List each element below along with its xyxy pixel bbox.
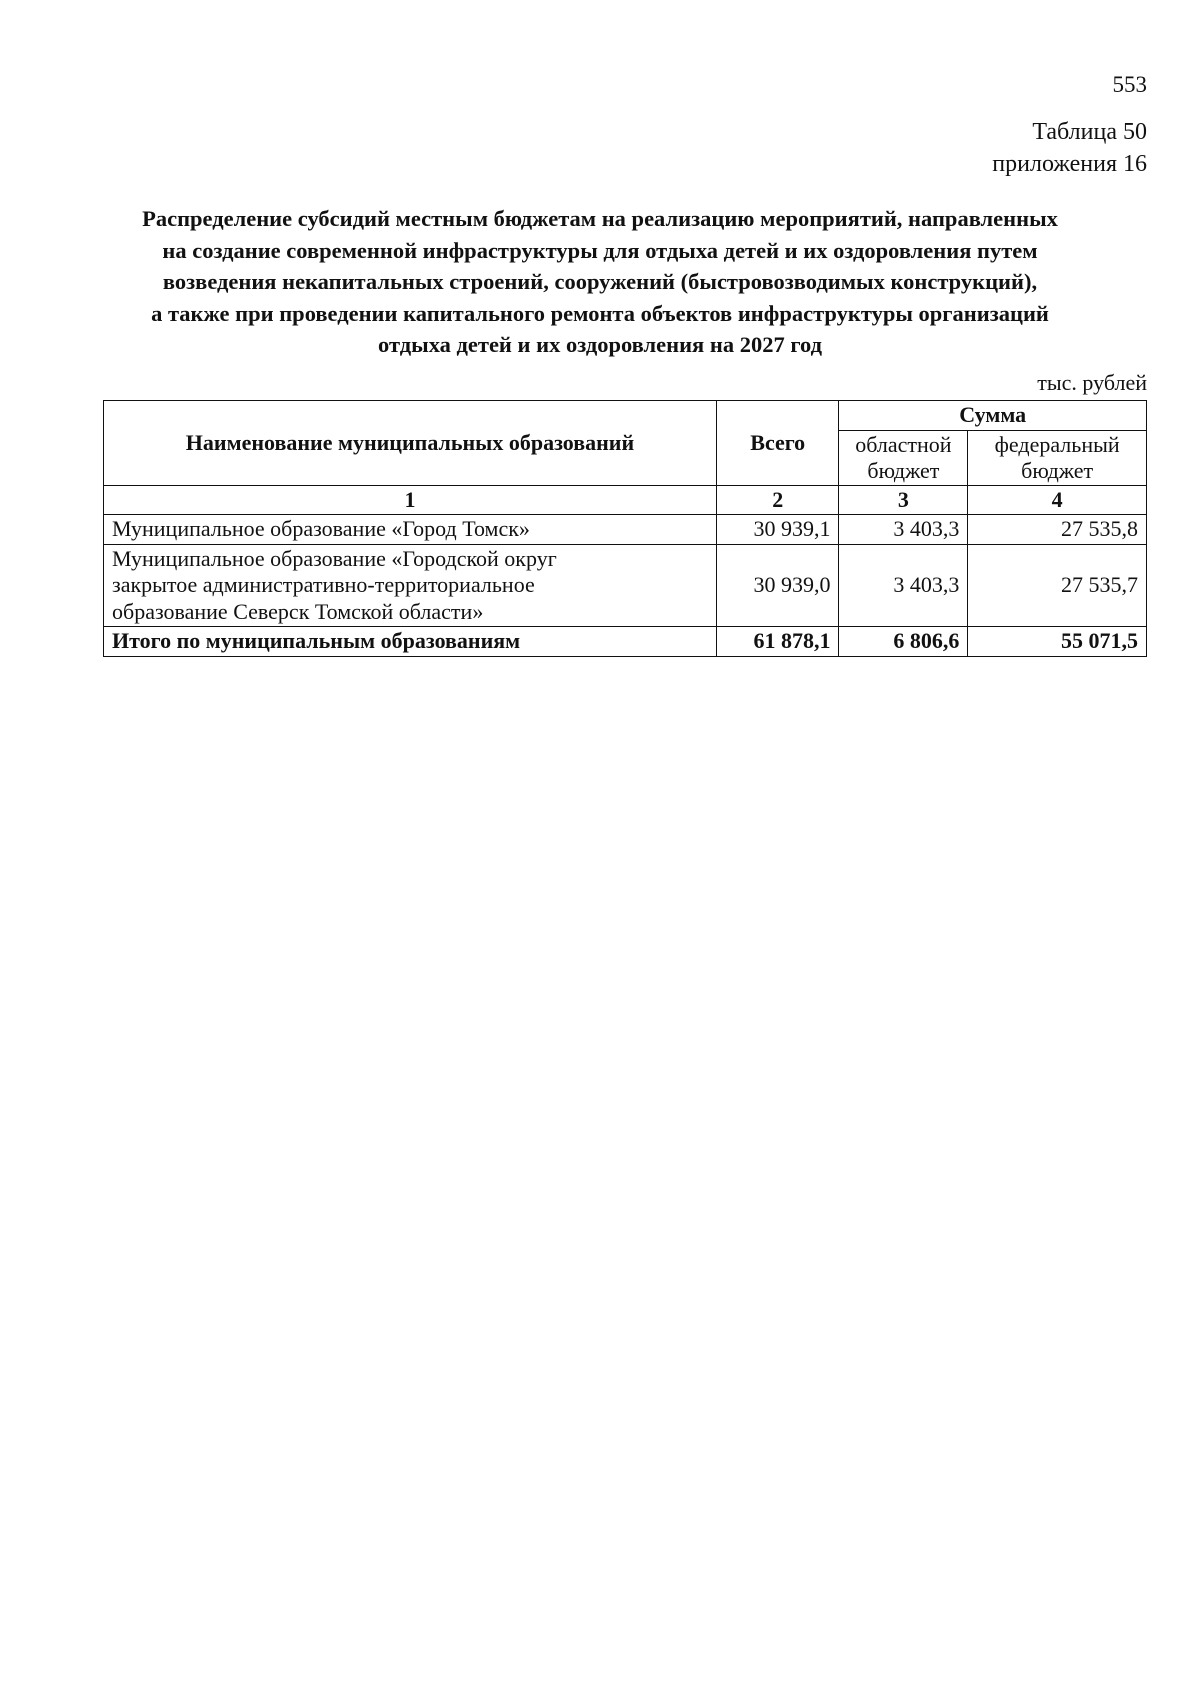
total-regional: 6 806,6 [839, 627, 968, 657]
row-regional: 3 403,3 [839, 515, 968, 545]
title-line: Распределение субсидий местным бюджетам на реализацию мероприятий, направленных [142, 206, 1058, 231]
document-title [80, 203, 1120, 361]
title-line: возведения некапитальных строений, сооружений (быстровозводимых конструкций), [162, 269, 1038, 294]
row-name-line: образование Северск Томской области» [112, 598, 484, 624]
total-federal: 55 071,5 [968, 627, 1147, 657]
subsidy-table [103, 400, 1147, 657]
table-label-appendix: приложения 16 [992, 151, 1147, 177]
table-label [992, 116, 1147, 180]
column-number-row [104, 485, 1147, 515]
page-number: 553 [1112, 72, 1147, 97]
row-name-line: закрытое административно-территориальное [112, 572, 535, 597]
column-number: 3 [839, 485, 968, 515]
title-line: а также при проведении капитального ремонта объектов инфраструктуры организаций [151, 300, 1049, 326]
total-total: 61 878,1 [716, 627, 839, 657]
row-name-line: Муниципальное образование «Городской округ [112, 545, 557, 571]
header-regional-line2: бюджет [867, 457, 940, 483]
header-federal-line2: бюджет [1021, 457, 1094, 483]
row-name [104, 544, 717, 627]
row-total: 30 939,1 [716, 515, 839, 545]
table-label-number: Таблица 50 [1032, 119, 1147, 145]
units-label: тыс. рублей [1037, 370, 1147, 395]
title-line: отдыха детей и их оздоровления на 2027 год [378, 332, 822, 357]
title-line: на создание современной инфраструктуры для отдыха детей и их оздоровления путем [162, 237, 1038, 263]
table-row [104, 544, 1147, 627]
table-row [104, 515, 1147, 545]
header-total: Всего [716, 401, 839, 486]
header-federal-line1: федеральный [994, 431, 1120, 457]
header-federal-budget [968, 430, 1147, 485]
row-total: 30 939,0 [716, 544, 839, 627]
row-name: Муниципальное образование «Город Томск» [104, 515, 717, 545]
column-number: 4 [968, 485, 1147, 515]
total-name: Итого по муниципальным образованиям [104, 627, 717, 657]
total-row [104, 627, 1147, 657]
column-number: 2 [716, 485, 839, 515]
column-number: 1 [104, 485, 717, 515]
header-regional-line1: областной [855, 431, 952, 457]
row-federal: 27 535,7 [968, 544, 1147, 627]
header-row [104, 401, 1147, 431]
row-federal: 27 535,8 [968, 515, 1147, 545]
header-name: Наименование муниципальных образований [104, 401, 717, 486]
row-regional: 3 403,3 [839, 544, 968, 627]
header-regional-budget [839, 430, 968, 485]
header-sum: Сумма [839, 401, 1147, 431]
